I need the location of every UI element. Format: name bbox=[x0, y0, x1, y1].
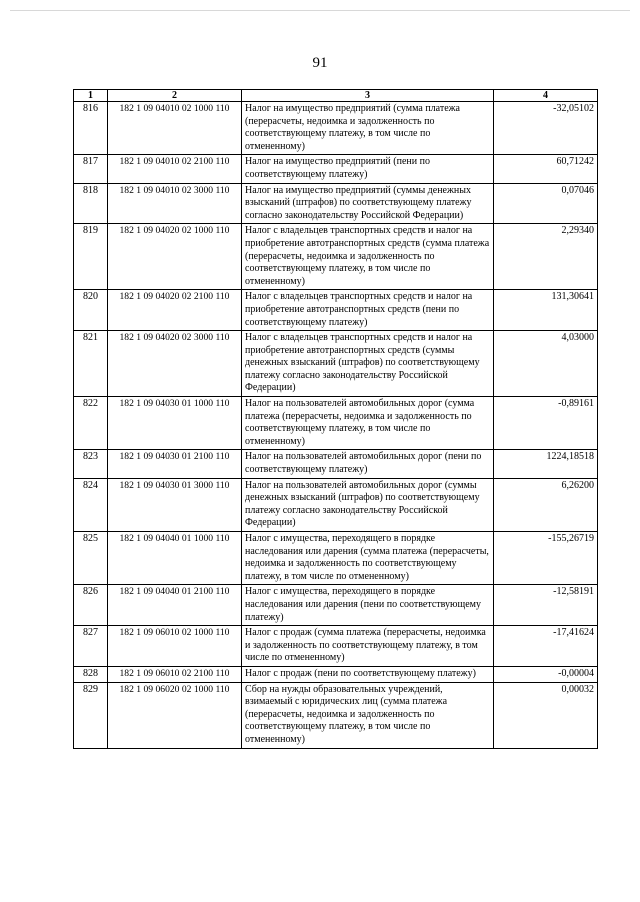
table-row bbox=[74, 532, 598, 585]
amount-cell: -32,05102 bbox=[494, 102, 598, 155]
amount-cell: -12,58191 bbox=[494, 585, 598, 626]
description-cell: Налог с владельцев транспортных средств и налог на приобретение автотранспортных средств (пени по соответствующему платежу) bbox=[242, 290, 494, 331]
amount-cell: -0,89161 bbox=[494, 397, 598, 450]
amount-cell: -155,26719 bbox=[494, 532, 598, 585]
budget-code-cell: 182 1 09 06010 02 1000 110 bbox=[108, 626, 242, 667]
budget-code-cell: 182 1 09 04020 02 3000 110 bbox=[108, 331, 242, 397]
amount-cell: 4,03000 bbox=[494, 331, 598, 397]
amount-cell: 2,29340 bbox=[494, 224, 598, 290]
budget-code-cell: 182 1 09 04030 01 3000 110 bbox=[108, 478, 242, 531]
budget-code-cell: 182 1 09 06010 02 2100 110 bbox=[108, 666, 242, 682]
row-number-cell: 825 bbox=[74, 532, 108, 585]
budget-code-cell: 182 1 09 04040 01 1000 110 bbox=[108, 532, 242, 585]
description-cell: Налог с владельцев транспортных средств и налог на приобретение автотранспортных средств (суммы денежных взысканий (штрафов) по соответствующему платежу согласно законодательству Российской Федерации) bbox=[242, 331, 494, 397]
table-row bbox=[74, 585, 598, 626]
table-row bbox=[74, 102, 598, 155]
column-header-2: 2 bbox=[108, 90, 242, 102]
description-cell: Налог с продаж (сумма платежа (перерасчеты, недоимка и задолженность по соответствующему платежу, в том числе по отмененному) bbox=[242, 626, 494, 667]
budget-code-cell: 182 1 09 04020 02 2100 110 bbox=[108, 290, 242, 331]
column-header-3: 3 bbox=[242, 90, 494, 102]
description-cell: Налог с имущества, переходящего в порядке наследования или дарения (сумма платежа (перерасчеты, недоимка и задолженность по соответствующему платежу, в том числе по отмененному) bbox=[242, 532, 494, 585]
description-cell: Налог с имущества, переходящего в порядке наследования или дарения (пени по соответствующему платежу) bbox=[242, 585, 494, 626]
amount-cell: 6,26200 bbox=[494, 478, 598, 531]
amount-cell: 1224,18518 bbox=[494, 450, 598, 478]
table-row bbox=[74, 397, 598, 450]
table-row bbox=[74, 290, 598, 331]
table-row bbox=[74, 155, 598, 183]
budget-code-cell: 182 1 09 04030 01 1000 110 bbox=[108, 397, 242, 450]
row-number-cell: 823 bbox=[74, 450, 108, 478]
description-cell: Сбор на нужды образовательных учреждений, взимаемый с юридических лиц (сумма платежа (перерасчеты, недоимка и задолженность по соответствующему платежу, в том числе по отмененному) bbox=[242, 682, 494, 748]
table-row bbox=[74, 183, 598, 224]
table-header-row bbox=[74, 90, 598, 102]
amount-cell: 0,00032 bbox=[494, 682, 598, 748]
column-header-1: 1 bbox=[74, 90, 108, 102]
row-number-cell: 819 bbox=[74, 224, 108, 290]
table-row bbox=[74, 682, 598, 748]
description-cell: Налог на имущество предприятий (пени по соответствующему платежу) bbox=[242, 155, 494, 183]
description-cell: Налог на имущество предприятий (сумма платежа (перерасчеты, недоимка и задолженность по соответствующему платежу, в том числе по отмененному) bbox=[242, 102, 494, 155]
ledger-table bbox=[73, 89, 598, 749]
top-rule bbox=[10, 10, 630, 11]
table-row bbox=[74, 478, 598, 531]
budget-code-cell: 182 1 09 04040 01 2100 110 bbox=[108, 585, 242, 626]
budget-code-cell: 182 1 09 06020 02 1000 110 bbox=[108, 682, 242, 748]
table-row bbox=[74, 626, 598, 667]
budget-code-cell: 182 1 09 04010 02 1000 110 bbox=[108, 102, 242, 155]
description-cell: Налог на имущество предприятий (суммы денежных взысканий (штрафов) по соответствующему платежу согласно законодательству Российской Федерации) bbox=[242, 183, 494, 224]
description-cell: Налог на пользователей автомобильных дорог (пени по соответствующему платежу) bbox=[242, 450, 494, 478]
amount-cell: 0,07046 bbox=[494, 183, 598, 224]
column-header-4: 4 bbox=[494, 90, 598, 102]
row-number-cell: 828 bbox=[74, 666, 108, 682]
description-cell: Налог с продаж (пени по соответствующему платежу) bbox=[242, 666, 494, 682]
row-number-cell: 820 bbox=[74, 290, 108, 331]
budget-code-cell: 182 1 09 04010 02 3000 110 bbox=[108, 183, 242, 224]
row-number-cell: 818 bbox=[74, 183, 108, 224]
row-number-cell: 821 bbox=[74, 331, 108, 397]
description-cell: Налог на пользователей автомобильных дорог (суммы денежных взысканий (штрафов) по соответствующему платежу согласно законодательству Российской Федерации) bbox=[242, 478, 494, 531]
table-row bbox=[74, 224, 598, 290]
row-number-cell: 822 bbox=[74, 397, 108, 450]
description-cell: Налог с владельцев транспортных средств и налог на приобретение автотранспортных средств (сумма платежа (перерасчеты, недоимка и задолженность по соответствующему платежу, в том числе по отмененному) bbox=[242, 224, 494, 290]
amount-cell: -0,00004 bbox=[494, 666, 598, 682]
budget-code-cell: 182 1 09 04010 02 2100 110 bbox=[108, 155, 242, 183]
row-number-cell: 817 bbox=[74, 155, 108, 183]
page-number: 91 bbox=[312, 55, 328, 71]
budget-code-cell: 182 1 09 04030 01 2100 110 bbox=[108, 450, 242, 478]
row-number-cell: 824 bbox=[74, 478, 108, 531]
ledger-body bbox=[74, 102, 598, 749]
row-number-cell: 829 bbox=[74, 682, 108, 748]
row-number-cell: 816 bbox=[74, 102, 108, 155]
amount-cell: -17,41624 bbox=[494, 626, 598, 667]
table-row bbox=[74, 331, 598, 397]
table-row bbox=[74, 450, 598, 478]
row-number-cell: 827 bbox=[74, 626, 108, 667]
description-cell: Налог на пользователей автомобильных дорог (сумма платежа (перерасчеты, недоимка и задолженность по соответствующему платежу, в том числе по отмененному) bbox=[242, 397, 494, 450]
row-number-cell: 826 bbox=[74, 585, 108, 626]
amount-cell: 131,30641 bbox=[494, 290, 598, 331]
table-row bbox=[74, 666, 598, 682]
budget-code-cell: 182 1 09 04020 02 1000 110 bbox=[108, 224, 242, 290]
amount-cell: 60,71242 bbox=[494, 155, 598, 183]
